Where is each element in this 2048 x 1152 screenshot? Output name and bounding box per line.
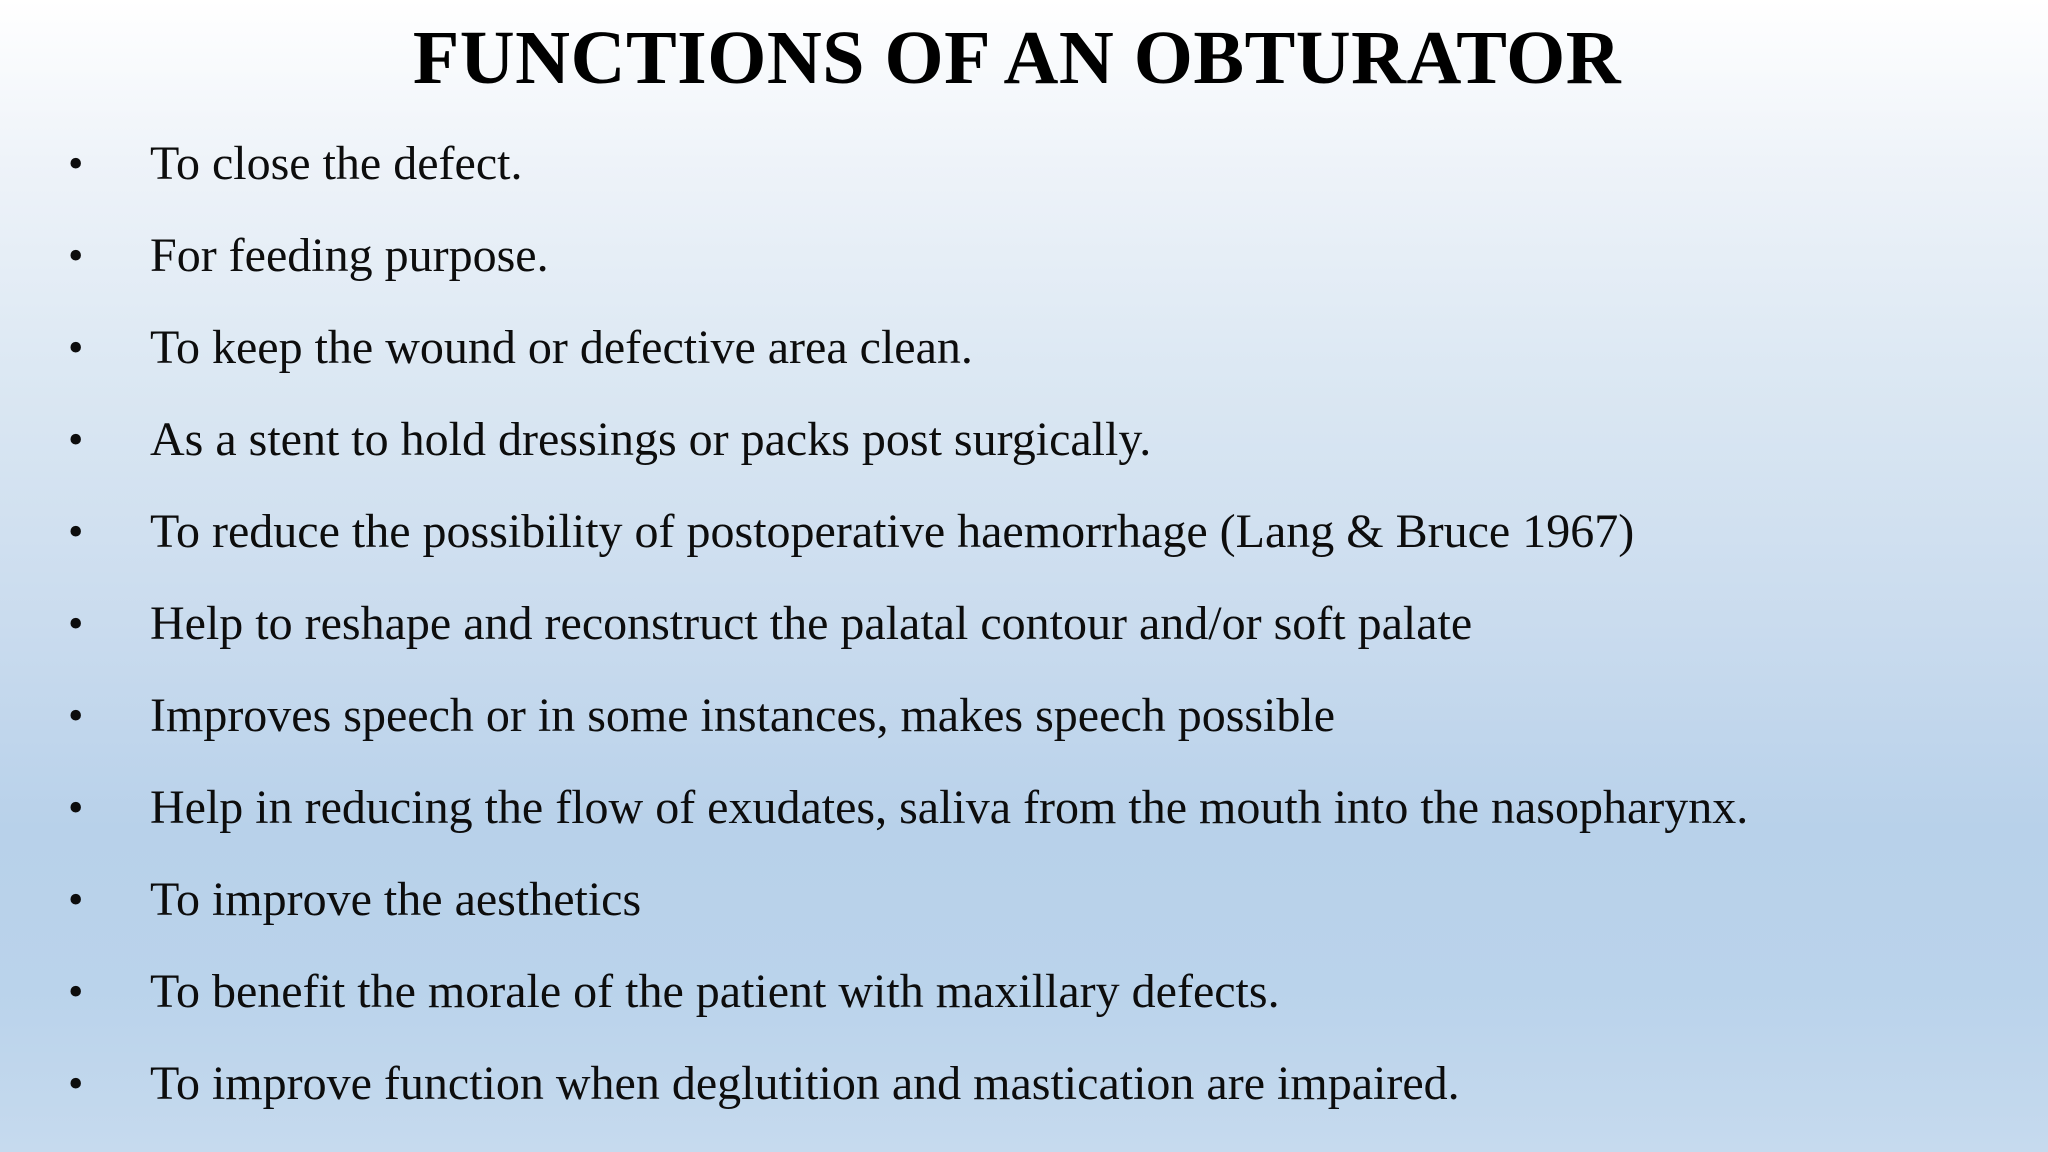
list-item (0, 762, 2048, 854)
bullet-text: To improve function when deglutition and mastication are impaired. (150, 1057, 1460, 1110)
bullet-text: Help to reshape and reconstruct the palatal contour and/or soft palate (150, 597, 1473, 650)
bullet-text: To close the defect. (150, 137, 523, 190)
bullet-icon: • (68, 139, 84, 188)
bullet-text: Improves speech or in some instances, makes speech possible (150, 689, 1336, 742)
bullet-text: To keep the wound or defective area clean. (150, 321, 973, 374)
list-item (0, 118, 2048, 210)
list-item (0, 854, 2048, 946)
bullet-icon: • (68, 415, 84, 464)
list-item (0, 578, 2048, 670)
bullet-icon: • (68, 875, 84, 924)
bullet-icon: • (68, 231, 84, 280)
bullet-text: To reduce the possibility of postoperative haemorrhage (Lang & Bruce 1967) (150, 505, 1635, 558)
bullet-icon: • (68, 967, 84, 1016)
slide-title: FUNCTIONS OF AN OBTURATOR (412, 16, 1622, 100)
bullet-icon: • (68, 323, 84, 372)
bullet-icon: • (68, 691, 84, 740)
bullet-text: Help in reducing the flow of exudates, saliva from the mouth into the nasopharynx. (150, 781, 1749, 834)
list-item (0, 1038, 2048, 1130)
bullet-list (0, 118, 2048, 1130)
bullet-text: For feeding purpose. (150, 229, 549, 282)
bullet-text: To improve the aesthetics (150, 873, 642, 926)
list-item (0, 670, 2048, 762)
list-item (0, 486, 2048, 578)
bullet-icon: • (68, 599, 84, 648)
list-item (0, 394, 2048, 486)
list-item (0, 210, 2048, 302)
bullet-text: As a stent to hold dressings or packs post surgically. (150, 413, 1152, 466)
list-item (0, 946, 2048, 1038)
list-item (0, 302, 2048, 394)
bullet-icon: • (68, 1059, 84, 1108)
bullet-text: To benefit the morale of the patient with maxillary defects. (150, 965, 1280, 1018)
bullet-icon: • (68, 783, 84, 832)
bullet-icon: • (68, 507, 84, 556)
